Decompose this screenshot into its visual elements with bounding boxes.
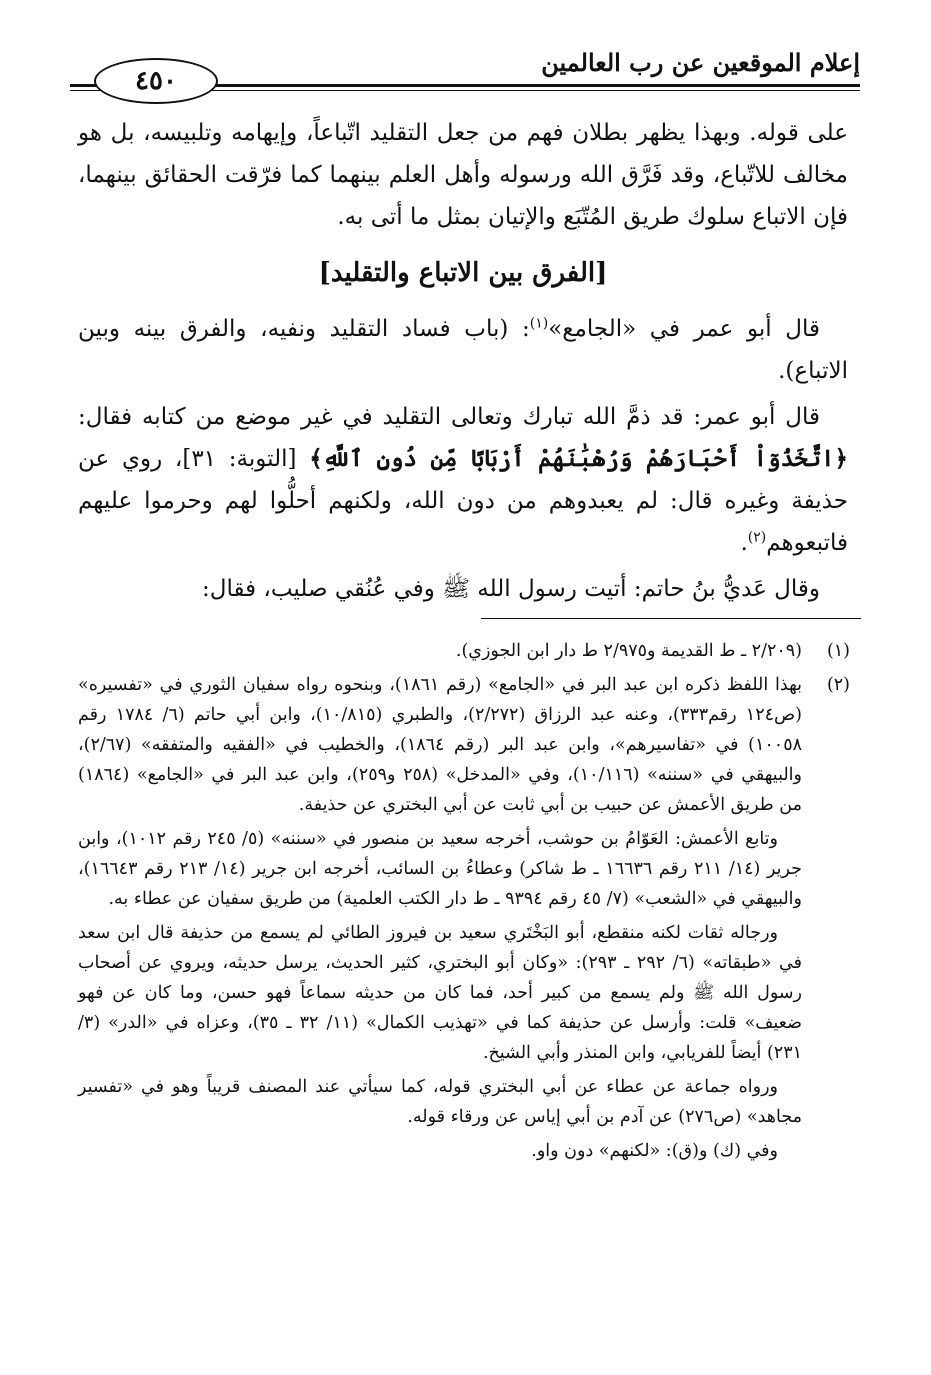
section-heading-wrap — [78, 258, 848, 288]
footnote-1 — [78, 636, 850, 666]
footnote-2 — [78, 670, 850, 1166]
paragraph-text: قال أبو عمر في «الجامع» — [548, 316, 820, 342]
body-text-main — [78, 308, 848, 614]
paragraph: على قوله. وبهذا يظهر بطلان فهم من جعل التقليد اتّباعاً، وإيهامه وتلبيسه، بل هو مخالف للاتّباع، وقد فَرَّق الله ورسوله وأهل العلم بينهما كما فرّقت الحقائق بينهما، فإن الاتباع سلوك طريق المُتّبَع والإتيان بمثل ما أتى به. — [78, 120, 848, 230]
page-header — [70, 40, 860, 100]
footnote-text: وتابع الأعمش: العَوّامُ بن حوشب، أخرجه سعيد بن منصور في «سننه» (٥/ ٢٤٥ رقم ١٠١٢)، وابن جرير (١٤/ ٢١١ رقم ١٦٦٣٦ ـ ط شاكر) وعطاءُ بن السائب، أخرجه ابن جرير (١٤/ ٢١٣ رقم ١٦٦٤٣)، والبيهقي في «الشعب» (٧/ ٤٥ رقم ٩٣٩٤ ـ ط دار الكتب العلمية) من طريق سفيان عن عطاء به. — [78, 829, 802, 909]
footnote-text: (٢/٢٠٩ ـ ط القديمة و٢/٩٧٥ ط دار ابن الجوزي). — [455, 641, 802, 661]
body-text-top — [78, 112, 848, 238]
footnote-text: ورواه جماعة عن عطاء عن أبي البختري قوله، كما سيأتي عند المصنف قريباً وهو في «تفسير مجاهد» (ص٢٧٦) عن آدم بن أبي إياس عن ورقاء قوله. — [78, 1077, 802, 1127]
footnote-separator — [481, 618, 861, 619]
paragraph-text: [التوبة: ٣١]، روي عن حذيفة وغيره قال: لم يعبدوهم من دون الله، ولكنهم أحلُّوا لهم وحرموا عليهم فاتبعوهم — [78, 446, 848, 556]
footnote-number: (١) — [826, 641, 850, 661]
paragraph-text: . — [740, 530, 748, 556]
footnote-text: ورجاله ثقات لكنه منقطع، أبو البَخْتَري سعيد بن فيروز الطائي لم يسمع من حذيفة قال ابن سعد في «طبقاته» (٦/ ٢٩٢ ـ ٢٩٣): «وكان أبو البختري، كثير الحديث، يرسل حديثه، ويروي عن أصحاب رسول الله ﷺ ولم يسمع من كبير أحد، فما كان من حديثه سماعاً فهو حسن، وما كان عن فهو ضعيف» قلت: وأرسل عن حذيفة كما في «تهذيب الكمال» (١١/ ٣٢ ـ ٣٥)، وعزاه في «الدر» (٣/ ٢٣١) أيضاً للفريابي، وابن المنذر وأبي الشيخ. — [78, 923, 802, 1063]
quran-verse: ﴿اتَّخَذُوٓاْ أَحْبَارَهُمْ وَرُهْبَٰنَهُمْ أَرْبَابًا مِّن دُونِ ٱللَّهِ﴾ — [309, 445, 849, 472]
section-heading: [الفرق بين الاتباع والتقليد] — [318, 258, 608, 288]
running-title: إعلام الموقعين عن رب العالمين — [541, 48, 860, 77]
paragraph-text: قال أبو عمر: قد ذمَّ الله تبارك وتعالى التقليد في غير موضع من كتابه فقال: — [78, 404, 820, 430]
page-number: ٤٥٠ — [135, 66, 177, 96]
footnote-text: وفي (ك) و(ق): «لكنهم» دون واو. — [531, 1141, 778, 1161]
footnote-ref[interactable]: (٢) — [747, 529, 767, 546]
footnotes — [78, 636, 850, 1170]
paragraph-text: : (باب فساد التقليد ونفيه، والفرق بينه وبين الاتباع). — [78, 316, 848, 384]
page-number-badge — [94, 58, 218, 104]
paragraph — [78, 396, 848, 564]
paragraph — [78, 308, 848, 392]
footnote-text: بهذا اللفظ ذكره ابن عبد البر في «الجامع» (رقم ١٨٦١)، وبنحوه رواه سفيان الثوري في «تفسيره» (ص١٢٤ رقم٣٣٣)، وعنه عبد الرزاق (٢/٢٧٢)، والطبري (١٠/٨١٥)، وابن أبي حاتم (٦/ ١٧٨٤ رقم ١٠٠٥٨) في «تفاسيرهم»، وابن عبد البر (رقم ١٨٦٤)، والخطيب في «الفقيه والمتفقه» (٢/٦٧)، والبيهقي في «سننه» (١٠/١١٦)، وفي «المدخل» (٢٥٨ و٢٥٩)، وابن عبد البر في «الجامع» (١٨٦٤) من طريق الأعمش عن حبيب بن أبي ثابت عن أبي البختري عن حذيفة. — [78, 675, 803, 815]
footnote-number: (٢) — [826, 675, 850, 695]
footnote-ref[interactable]: (١) — [529, 315, 549, 332]
paragraph: وقال عَديُّ بنُ حاتم: أتيت رسول الله ﷺ وفي عُنُقي صليب، فقال: — [202, 576, 820, 602]
